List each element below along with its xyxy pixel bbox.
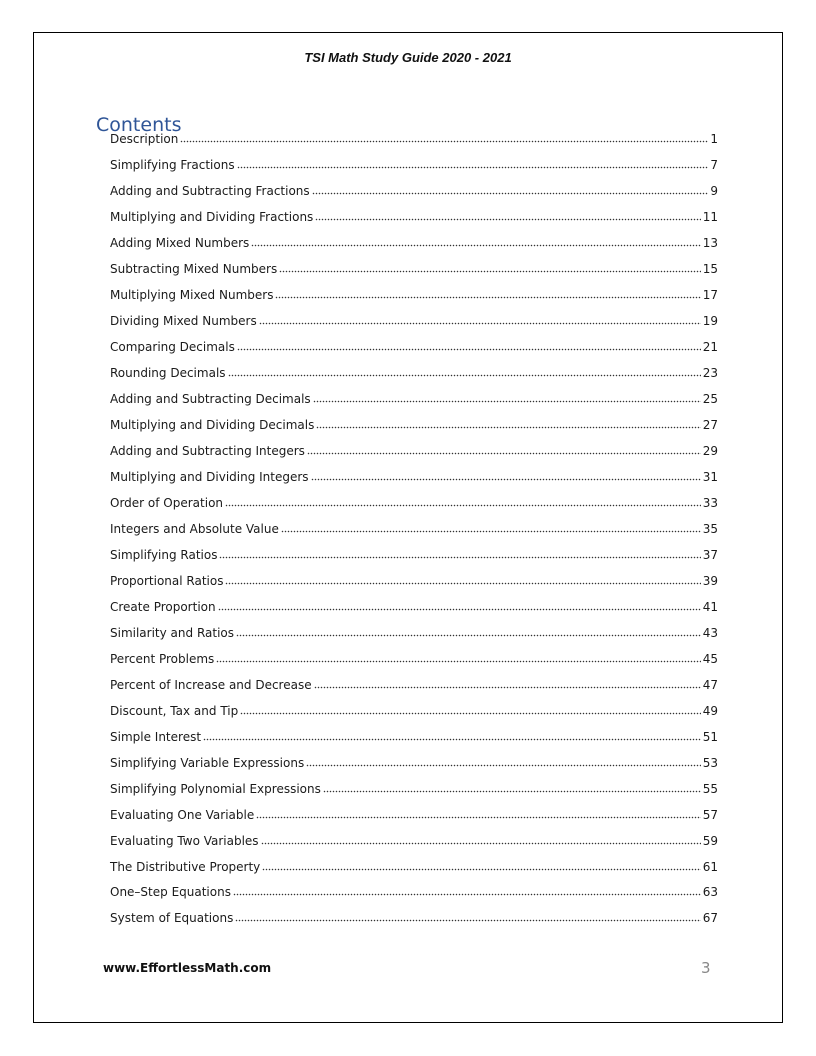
toc-entry-title: Order of Operation bbox=[110, 496, 224, 510]
toc-dot-leader bbox=[275, 296, 700, 299]
toc-entry[interactable] bbox=[110, 312, 718, 330]
toc-entry[interactable] bbox=[110, 416, 718, 434]
toc-entry-page: 41 bbox=[702, 600, 718, 614]
toc-entry-title: Simple Interest bbox=[110, 730, 202, 744]
toc-entry[interactable] bbox=[110, 442, 718, 460]
toc-dot-leader bbox=[259, 322, 701, 325]
toc-entry-title: Discount, Tax and Tip bbox=[110, 704, 239, 718]
toc-entry-page: 61 bbox=[702, 860, 718, 874]
toc-dot-leader bbox=[240, 712, 700, 715]
toc-dot-leader bbox=[251, 244, 700, 247]
toc-entry[interactable] bbox=[110, 494, 718, 512]
toc-entry-title: Simplifying Ratios bbox=[110, 548, 218, 562]
toc-entry[interactable] bbox=[110, 806, 718, 824]
toc-entry-page: 51 bbox=[702, 730, 718, 744]
toc-entry-page: 63 bbox=[702, 885, 718, 899]
toc-entry-page: 37 bbox=[702, 548, 718, 562]
toc-dot-leader bbox=[233, 893, 701, 896]
toc-entry[interactable] bbox=[110, 182, 718, 200]
toc-entry-page: 17 bbox=[702, 288, 718, 302]
toc-entry-page: 7 bbox=[710, 158, 718, 172]
toc-entry-page: 59 bbox=[702, 834, 718, 848]
toc-entry-page: 33 bbox=[702, 496, 718, 510]
toc-entry-page: 15 bbox=[702, 262, 718, 276]
toc-entry-page: 49 bbox=[702, 704, 718, 718]
toc-entry[interactable] bbox=[110, 208, 718, 226]
toc-dot-leader bbox=[225, 582, 700, 585]
toc-entry-page: 57 bbox=[702, 808, 718, 822]
toc-entry-title: One–Step Equations bbox=[110, 885, 231, 899]
toc-entry-title: Multiplying Mixed Numbers bbox=[110, 288, 274, 302]
toc-entry[interactable] bbox=[110, 624, 718, 642]
toc-entry-title: Evaluating One Variable bbox=[110, 808, 255, 822]
toc-entry[interactable] bbox=[110, 858, 718, 876]
toc-entry-title: Rounding Decimals bbox=[110, 366, 226, 380]
toc-entry[interactable] bbox=[110, 780, 718, 798]
toc-dot-leader bbox=[307, 452, 701, 455]
toc-dot-leader bbox=[315, 218, 700, 221]
toc-dot-leader bbox=[279, 270, 701, 273]
toc-dot-leader bbox=[237, 166, 709, 169]
toc-entry[interactable] bbox=[110, 883, 718, 901]
toc-entry-page: 19 bbox=[702, 314, 718, 328]
toc-entry-title: Adding Mixed Numbers bbox=[110, 236, 250, 250]
toc-entry-page: 39 bbox=[702, 574, 718, 588]
toc-entry[interactable] bbox=[110, 390, 718, 408]
toc-entry[interactable] bbox=[110, 520, 718, 538]
toc-entry-title: Subtracting Mixed Numbers bbox=[110, 262, 278, 276]
toc-entry[interactable] bbox=[110, 728, 718, 746]
toc-entry[interactable] bbox=[110, 234, 718, 252]
toc-entry-title: Percent Problems bbox=[110, 652, 215, 666]
toc-entry-title: Adding and Subtracting Fractions bbox=[110, 184, 310, 198]
toc-dot-leader bbox=[281, 530, 701, 533]
toc-dot-leader bbox=[262, 868, 700, 871]
toc-dot-leader bbox=[306, 764, 701, 767]
toc-entry[interactable] bbox=[110, 832, 718, 850]
toc-dot-leader bbox=[311, 478, 701, 481]
toc-entry-title: Dividing Mixed Numbers bbox=[110, 314, 257, 328]
toc-entry[interactable] bbox=[110, 650, 718, 668]
toc-entry-page: 9 bbox=[710, 184, 718, 198]
toc-entry-page: 21 bbox=[702, 340, 718, 354]
toc-entry-title: Create Proportion bbox=[110, 600, 216, 614]
toc-dot-leader bbox=[256, 816, 700, 819]
toc-entry-page: 13 bbox=[702, 236, 718, 250]
toc-dot-leader bbox=[218, 608, 701, 611]
toc-entry-page: 27 bbox=[702, 418, 718, 432]
toc-entry-title: Integers and Absolute Value bbox=[110, 522, 279, 536]
toc-dot-leader bbox=[203, 738, 701, 741]
toc-entry-title: Description bbox=[110, 132, 179, 146]
toc-entry-page: 23 bbox=[702, 366, 718, 380]
footer-website: www.EffortlessMath.com bbox=[103, 961, 272, 975]
toc-entry-title: Adding and Subtracting Integers bbox=[110, 444, 305, 458]
toc-entry-page: 53 bbox=[702, 756, 718, 770]
toc-entry-page: 55 bbox=[702, 782, 718, 796]
toc-entry-title: Evaluating Two Variables bbox=[110, 834, 259, 848]
toc-dot-leader bbox=[314, 686, 701, 689]
toc-entry-title: Simplifying Fractions bbox=[110, 158, 235, 172]
toc-entry-title: Percent of Increase and Decrease bbox=[110, 678, 312, 692]
toc-dot-leader bbox=[261, 842, 701, 845]
toc-entry[interactable] bbox=[110, 909, 718, 927]
toc-entry[interactable] bbox=[110, 130, 718, 148]
toc-entry[interactable] bbox=[110, 364, 718, 382]
contents-heading: Contents bbox=[96, 113, 182, 136]
toc-entry-page: 45 bbox=[702, 652, 718, 666]
toc-dot-leader bbox=[312, 192, 709, 195]
toc-entry-page: 29 bbox=[702, 444, 718, 458]
toc-entry-page: 67 bbox=[702, 911, 718, 925]
toc-entry-title: The Distributive Property bbox=[110, 860, 261, 874]
toc-entry-page: 47 bbox=[702, 678, 718, 692]
toc-dot-leader bbox=[225, 504, 701, 507]
toc-entry[interactable] bbox=[110, 260, 718, 278]
toc-entry[interactable] bbox=[110, 546, 718, 564]
toc-entry-page: 35 bbox=[702, 522, 718, 536]
toc-dot-leader bbox=[228, 374, 701, 377]
toc-dot-leader bbox=[323, 790, 701, 793]
toc-entry[interactable] bbox=[110, 156, 718, 174]
toc-entry-title: Similarity and Ratios bbox=[110, 626, 235, 640]
toc-entry-title: Proportional Ratios bbox=[110, 574, 224, 588]
toc-entry-title: Comparing Decimals bbox=[110, 340, 235, 354]
toc-dot-leader bbox=[316, 426, 700, 429]
toc-dot-leader bbox=[219, 556, 700, 559]
toc-dot-leader bbox=[237, 348, 701, 351]
toc-entry[interactable] bbox=[110, 754, 718, 772]
toc-entry-title: Simplifying Variable Expressions bbox=[110, 756, 305, 770]
toc-dot-leader bbox=[313, 400, 701, 403]
toc-entry[interactable] bbox=[110, 286, 718, 304]
toc-dot-leader bbox=[235, 919, 700, 922]
toc-entry-title: Multiplying and Dividing Decimals bbox=[110, 418, 315, 432]
toc-entry-title: Simplifying Polynomial Expressions bbox=[110, 782, 321, 796]
toc-entry[interactable] bbox=[110, 572, 718, 590]
toc-entry[interactable] bbox=[110, 702, 718, 720]
toc-dot-leader bbox=[216, 660, 700, 663]
toc-dot-leader bbox=[180, 140, 708, 143]
toc-entry[interactable] bbox=[110, 468, 718, 486]
toc-entry-title: Multiplying and Dividing Integers bbox=[110, 470, 309, 484]
toc-entry-title: System of Equations bbox=[110, 911, 234, 925]
document-header-title: TSI Math Study Guide 2020 - 2021 bbox=[304, 50, 512, 65]
toc-entry[interactable] bbox=[110, 676, 718, 694]
toc-entry-page: 25 bbox=[702, 392, 718, 406]
toc-entry-page: 11 bbox=[702, 210, 718, 224]
footer-page-number: 3 bbox=[701, 959, 711, 977]
toc-entry-title: Multiplying and Dividing Fractions bbox=[110, 210, 314, 224]
toc-entry[interactable] bbox=[110, 338, 718, 356]
toc-entry[interactable] bbox=[110, 598, 718, 616]
toc-entry-page: 31 bbox=[702, 470, 718, 484]
toc-entry-title: Adding and Subtracting Decimals bbox=[110, 392, 311, 406]
toc-entry-page: 43 bbox=[702, 626, 718, 640]
toc-dot-leader bbox=[236, 634, 701, 637]
toc-entry-page: 1 bbox=[710, 132, 718, 146]
